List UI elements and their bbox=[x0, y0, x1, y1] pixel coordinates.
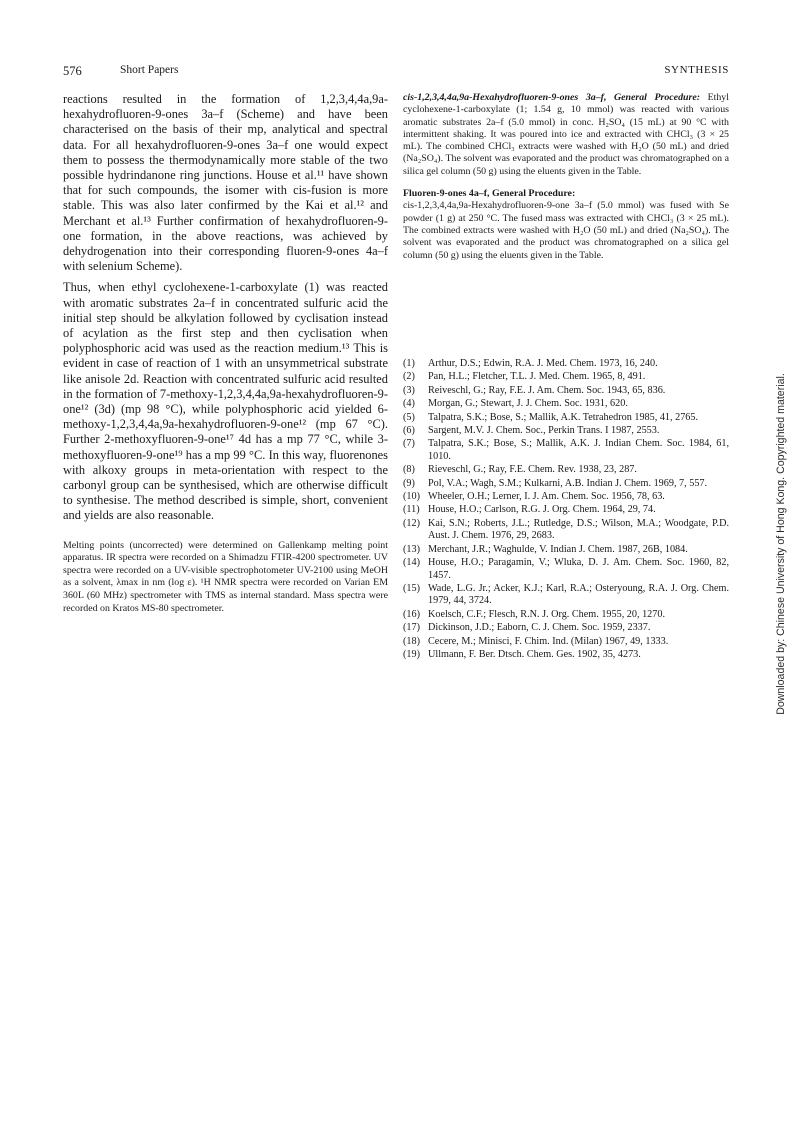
experimental-paragraph: Melting points (uncorrected) were determined on Gallenkamp melting point apparatus. IR spectra were recorded on a Shimadzu FTIR-4200 spectrometer. UV spectra were recorded on a UV-visible spectrophotometer UV-2100 using MeOH as a solvent, λmax in nm (log ε). ¹H NMR spectra were recorded on Varian EM 360L (60 MHz) spectrometer with TMS as internal standard. Mass spectra were recorded on Kratos MS-80 spectrometer. bbox=[63, 539, 388, 614]
reference-number: (3) bbox=[403, 384, 415, 396]
left-column bbox=[63, 92, 388, 615]
reference-text: House, H.O.; Paragamin, V.; Wluka, D. J. Am. Chem. Soc. 1960, 82, 1457. bbox=[428, 557, 729, 581]
reference-number: (7) bbox=[403, 438, 415, 450]
reference-text: Talpatra, S.K.; Bose, S.; Mallik, A.K. J. Indian Chem. Soc. 1984, 61, 1010. bbox=[428, 438, 729, 462]
reference-number: (5) bbox=[403, 411, 415, 423]
reference-item bbox=[403, 583, 729, 608]
reference-item bbox=[403, 491, 729, 503]
reference-number: (15) bbox=[403, 582, 420, 594]
reference-number: (18) bbox=[403, 635, 420, 647]
reference-text: Koelsch, C.F.; Flesch, R.N. J. Org. Chem. 1955, 20, 1270. bbox=[428, 608, 665, 620]
reference-item bbox=[403, 464, 729, 476]
journal-name: SYNTHESIS bbox=[664, 64, 729, 76]
reference-text: Dickinson, J.D.; Eaborn, C. J. Chem. Soc. 1959, 2337. bbox=[428, 622, 651, 634]
reference-text: Arthur, D.S.; Edwin, R.A. J. Med. Chem. 1973, 16, 240. bbox=[428, 358, 658, 369]
reference-number: (10) bbox=[403, 491, 420, 503]
reference-number: (4) bbox=[403, 398, 415, 410]
reference-text: Talpatra, S.K.; Bose, S.; Mallik, A.K. Tetrahedron 1985, 41, 2765. bbox=[428, 411, 699, 423]
reference-item bbox=[403, 609, 729, 621]
procedure-1-heading: cis-1,2,3,4,4a,9a-Hexahydrofluoren-9-ones 3a–f, General Procedure: bbox=[403, 92, 701, 103]
reference-item bbox=[403, 425, 729, 437]
reference-text: House, H.O.; Carlson, R.G. J. Org. Chem. 1964, 29, 74. bbox=[428, 504, 656, 516]
reference-text: Rieveschl, G.; Ray, F.E. Chem. Rev. 1938, 23, 287. bbox=[428, 464, 637, 476]
reference-text: Sargent, M.V. J. Chem. Soc., Perkin Trans. I 1987, 2553. bbox=[428, 425, 660, 437]
reference-item bbox=[403, 478, 729, 490]
reference-text: Morgan, G.; Stewart, J. J. Chem. Soc. 1931, 620. bbox=[428, 398, 628, 410]
reference-item bbox=[403, 518, 729, 543]
reference-text: Cecere, M.; Minisci, F. Chim. Ind. (Milan) 1967, 49, 1333. bbox=[428, 635, 669, 647]
reference-text: Pol, V.A.; Wagh, S.M.; Kulkarni, A.B. Indian J. Chem. 1969, 7, 557. bbox=[428, 477, 708, 489]
reference-number: (13) bbox=[403, 543, 420, 555]
reference-number: (19) bbox=[403, 648, 420, 660]
reference-item bbox=[403, 398, 729, 410]
reference-item bbox=[403, 636, 729, 648]
procedure-2 bbox=[403, 188, 729, 262]
reference-item bbox=[403, 358, 729, 370]
reference-number: (9) bbox=[403, 477, 415, 489]
reference-number: (14) bbox=[403, 557, 420, 569]
reference-number: (12) bbox=[403, 517, 420, 529]
body-paragraph-1: reactions resulted in the formation of 1,2,3,4,4a,9a-hexahydrofluoren-9-ones 3a–f (Scheme) and have been characterised on the basis of their mp, analytical and spectral data. For all hexahydrofluoren-9-ones 3a–f one would expect them to possess the thermodynamically more stable of the two possible hydrindanone ring junctions. House et al.¹¹ have shown that for such compounds, the isomer with cis-fusion is more stable. This was also later confirmed by the Kai et al.¹² and Merchant et al.¹³ Further confirmation of hexahydrofluoren-9-one formation, in the above reactions, was achieved by dehydrogenation into their corresponding fluoren-9-ones 4a–f with selenium Scheme). bbox=[63, 92, 388, 274]
reference-item bbox=[403, 622, 729, 634]
procedure-1 bbox=[403, 92, 729, 178]
reference-text: Reiveschl, G.; Ray, F.E. J. Am. Chem. Soc. 1943, 65, 836. bbox=[428, 384, 666, 396]
reference-text: Wheeler, O.H.; Lerner, I. J. Am. Chem. Soc. 1956, 78, 63. bbox=[428, 491, 665, 503]
section-title: Short Papers bbox=[120, 64, 179, 76]
reference-item bbox=[403, 544, 729, 556]
download-notice: Downloaded by: Chinese University of Hong Kong. Copyrighted material. bbox=[775, 373, 787, 715]
reference-item bbox=[403, 649, 729, 661]
reference-number: (11) bbox=[403, 504, 420, 516]
reference-text: Wade, L.G. Jr.; Acker, K.J.; Karl, R.A.; Osteryoung, R.A. J. Org. Chem. 1979, 44, 3724. bbox=[428, 582, 729, 607]
reference-number: (2) bbox=[403, 371, 415, 383]
body-paragraph-2: Thus, when ethyl cyclohexene-1-carboxylate (1) was reacted with aromatic substrates 2a–f in concentrated sulfuric acid the initial step should be alkylation followed by cyclisation instead of acylation as the first step and then cyclisation when polyphosphoric acid was used as the reaction medium.¹³ This is evident in case of reaction of 1 with an unsymmetrical substrate like anisole 2d. Reaction with concentrated sulfuric acid resulted in the formation of 7-methoxy-1,2,3,4,4a,9a-hexahydrofluoren-9-one¹² (3d) (mp 98 °C), while polyphosphoric acid yielded 6-methoxy-1,2,3,4,4a,9a-hexahydrofluoren-9-one¹² (mp 67 °C). Further 2-methoxyfluoren-9-one¹⁷ 4d has a mp 77 °C, while 3-methoxyfluoren-9-one¹⁹ has a mp 99 °C. In this way, fluorenones with alkoxy groups in meta-orientation with respect to the carbonyl group can be synthesised, which are otherwise difficult to synthesise. The method described is simple, short, convenient and yields are also reasonable. bbox=[63, 280, 388, 523]
reference-item bbox=[403, 385, 729, 397]
reference-text: Kai, S.N.; Roberts, J.L.; Rutledge, D.S.; Wilson, M.A.; Woodgate, P.D. Aust. J. Chem. 1976, 29, 2683. bbox=[428, 517, 729, 542]
reference-number: (6) bbox=[403, 425, 415, 437]
reference-list bbox=[403, 358, 729, 662]
download-sidebar bbox=[774, 373, 788, 715]
reference-number: (8) bbox=[403, 464, 415, 476]
page-number: 576 bbox=[63, 64, 82, 78]
reference-item bbox=[403, 438, 729, 463]
reference-item bbox=[403, 557, 729, 582]
page-header bbox=[63, 64, 729, 82]
reference-text: Pan, H.L.; Fletcher, T.L. J. Med. Chem. 1965, 8, 491. bbox=[428, 371, 646, 383]
reference-text: Merchant, J.R.; Waghulde, V. Indian J. Chem. 1987, 26B, 1084. bbox=[428, 543, 688, 555]
procedure-1-text: Ethyl cyclohexene-1-carboxylate (1; 1.54 g, 10 mmol) was reacted with various aromatic substrates 2a–f (5.0 mmol) in conc. H₂SO₄ (15 mL) at 90 °C with intermittent shaking. It was poured into ice and extracted with CHCl₃ (3 × 25 mL). The combined CHCl₃ extracts were washed with H₂O (50 mL) and dried (Na₂SO₄). The solvent was evaporated and the product was chromatographed on a silica gel column (50 g) using the eluents given in the Table. bbox=[403, 92, 729, 177]
reference-number: (16) bbox=[403, 608, 420, 620]
reference-item bbox=[403, 504, 729, 516]
reference-number: (17) bbox=[403, 622, 420, 634]
procedure-2-heading: Fluoren-9-ones 4a–f, General Procedure: bbox=[403, 188, 576, 200]
procedure-2-text: cis-1,2,3,4,4a,9a-Hexahydrofluoren-9-one 3a–f (5.0 mmol) was fused with Se powder (1 g) at 250 °C. The fused mass was extracted with CHCl₃ (3 × 25 mL). The combined extracts were washed with H₂O (50 mL) and dried (Na₂SO₄). The solvent was evaporated and the product was chromatographed on a silica gel column (50 g) using the eluents given in the Table. bbox=[403, 200, 729, 261]
reference-item bbox=[403, 371, 729, 383]
reference-item bbox=[403, 412, 729, 424]
right-column bbox=[403, 92, 729, 660]
reference-number: (1) bbox=[403, 358, 415, 369]
reference-text: Ullmann, F. Ber. Dtsch. Chem. Ges. 1902, 35, 4273. bbox=[428, 648, 641, 660]
